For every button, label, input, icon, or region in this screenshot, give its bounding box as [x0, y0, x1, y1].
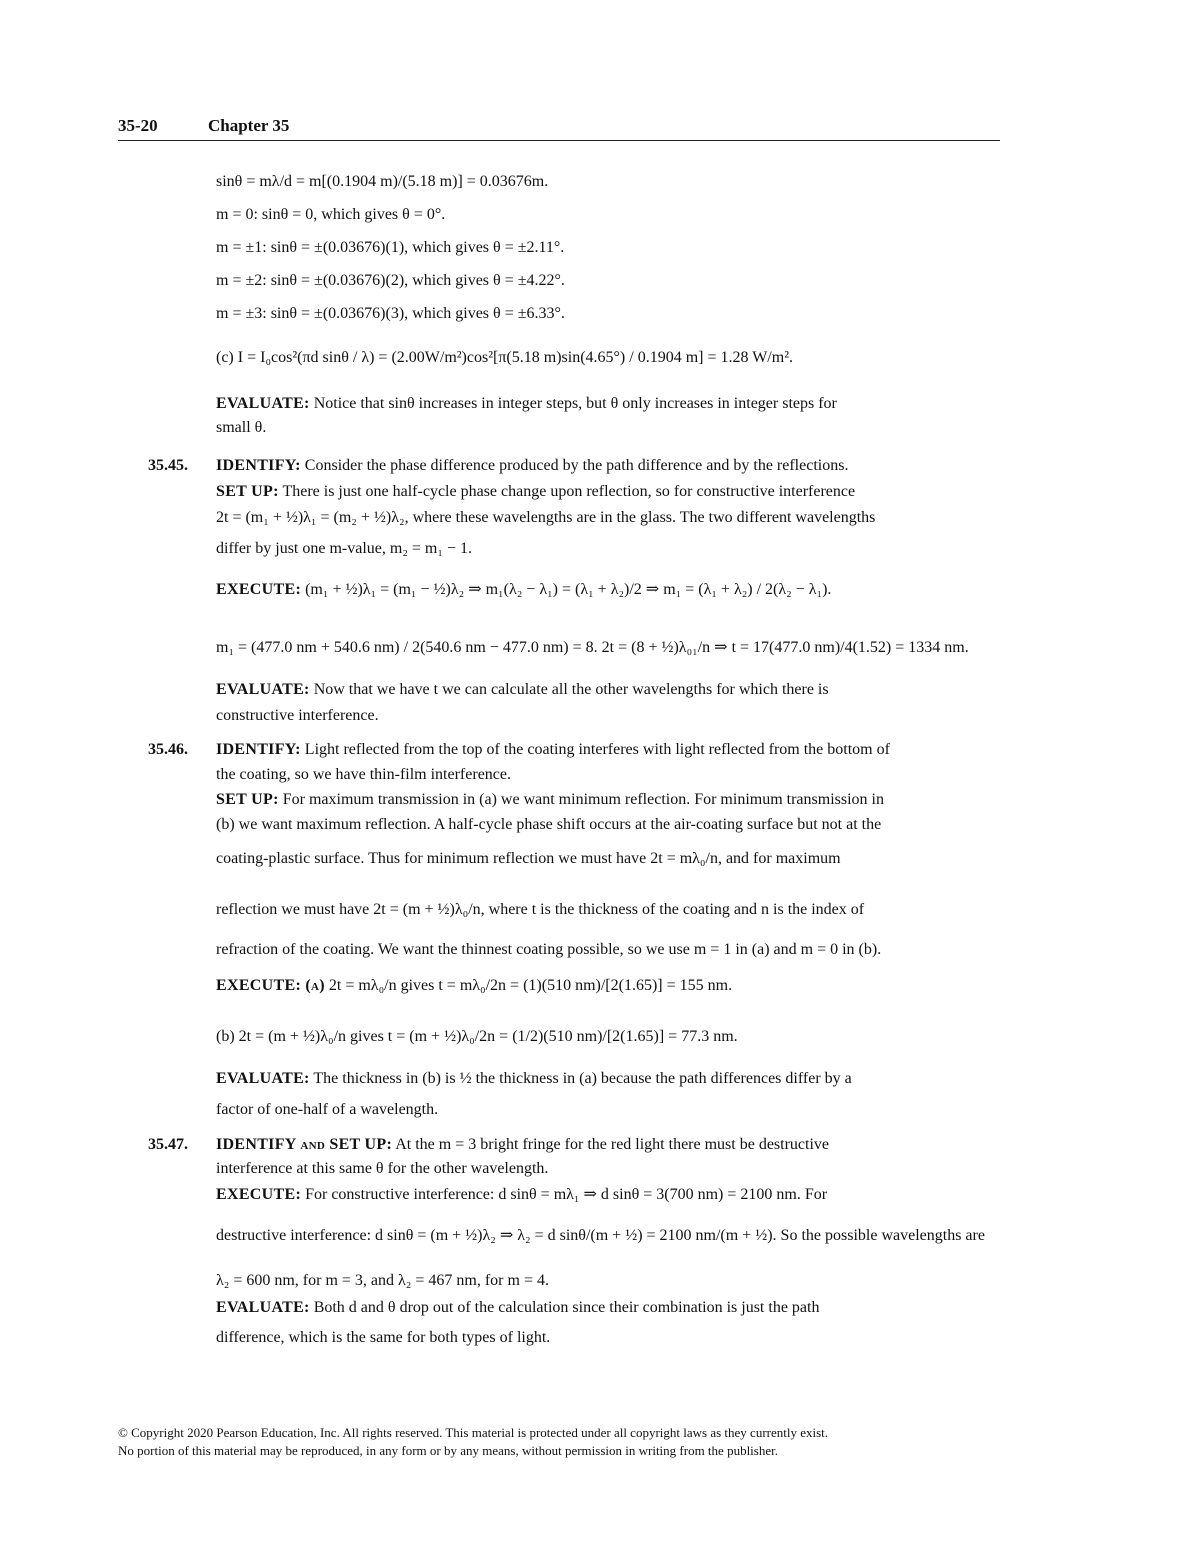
text-line: refraction of the coating. We want the thinnest coating possible, so we use m = 1 in (a) and m = 0 in (b).: [216, 941, 882, 958]
text-span: There is just one half-cycle phase change upon reflection, so for constructive interference: [282, 483, 856, 500]
chapter-title: Chapter 35: [208, 116, 290, 135]
page-header: [118, 116, 1000, 141]
execute-line: [216, 580, 831, 600]
copyright-line-1: © Copyright 2020 Pearson Education, Inc. All rights reserved. This material is protected under all copyright laws as they currently exist.: [118, 1425, 829, 1440]
text-line: m = 0: sinθ = 0, which gives θ = 0°.: [216, 206, 446, 223]
text-span: For maximum transmission in (a) we want minimum reflection. For minimum transmission in: [282, 791, 884, 808]
text-line: m = ±2: sinθ = ±(0.03676)(2), which gives θ = ±4.22°.: [216, 272, 565, 289]
evaluate-label: EVALUATE:: [216, 1070, 310, 1087]
text-line: 2t = (m₁ + ½)λ₁ = (m₂ + ½)λ₂, where these wavelengths are in the glass. The two different wavelengths: [216, 509, 876, 526]
text-line: m = ±1: sinθ = ±(0.03676)(1), which gives θ = ±2.11°.: [216, 239, 565, 256]
evaluate-line: [216, 1298, 819, 1318]
execute-label: EXECUTE:: [216, 581, 302, 598]
text-span: Light reflected from the top of the coating interferes with light reflected from the bottom of: [304, 741, 890, 758]
equation-line: (b) 2t = (m + ½)λ₀/n gives t = (m + ½)λ₀/2n = (1/2)(510 nm)/[2(1.65)] = 77.3 nm.: [216, 1028, 738, 1045]
text-span: The thickness in (b) is ½ the thickness in (a) because the path differences differ by a: [313, 1070, 852, 1087]
copyright-line-2: No portion of this material may be reproduced, in any form or by any means, without permission in writing from the publisher.: [118, 1443, 778, 1458]
identify-line: [216, 740, 890, 760]
text-line: λ₂ = 600 nm, for m = 3, and λ₂ = 467 nm, for m = 4.: [216, 1272, 549, 1289]
text-line: coating-plastic surface. Thus for minimum reflection we must have 2t = mλ₀/n, and for maximum: [216, 850, 841, 867]
text-line: m = ±3: sinθ = ±(0.03676)(3), which gives θ = ±6.33°.: [216, 305, 565, 322]
execute-label: EXECUTE: (a): [216, 977, 325, 994]
setup-label: SET UP:: [216, 483, 279, 500]
text-span: Notice that sinθ increases in integer steps, but θ only increases in integer steps for: [313, 395, 837, 412]
text-line: differ by just one m-value, m₂ = m₁ − 1.: [216, 540, 472, 557]
text-span: Consider the phase difference produced by the path difference and by the reflections.: [304, 457, 849, 474]
identify-line: [216, 456, 848, 476]
page-number: 35-20: [118, 116, 158, 135]
setup-line: [216, 482, 855, 502]
identify-label: IDENTIFY:: [216, 457, 301, 474]
text-span: At the m = 3 bright fringe for the red light there must be destructive: [395, 1136, 830, 1153]
setup-label: SET UP:: [216, 791, 279, 808]
equation-line: m₁ = (477.0 nm + 540.6 nm) / 2(540.6 nm − 477.0 nm) = 8. 2t = (8 + ½)λ₀₁/n ⇒ t = 17(477.0 nm)/4(1.52) = 1334 nm.: [216, 639, 969, 656]
evaluate-label: EVALUATE:: [216, 1299, 310, 1316]
evaluate-line: [216, 394, 837, 414]
evaluate-label: EVALUATE:: [216, 681, 310, 698]
text-line: reflection we must have 2t = (m + ½)λ₀/n, where t is the thickness of the coating and n is the index of: [216, 901, 865, 918]
text-line: small θ.: [216, 419, 267, 436]
execute-label: EXECUTE:: [216, 1186, 302, 1203]
text-span: Now that we have t we can calculate all the other wavelengths for which there is: [313, 681, 829, 698]
equation-span: (m₁ + ½)λ₁ = (m₁ − ½)λ₂ ⇒ m₁(λ₂ − λ₁) = (λ₁ + λ₂)/2 ⇒ m₁ = (λ₁ + λ₂) / 2(λ₂ − λ₁).: [305, 581, 832, 598]
problem-number: 35.46.: [148, 741, 188, 758]
identify-line: [216, 1135, 829, 1155]
execute-line: [216, 976, 732, 996]
equation-line: (c) I = I₀cos²(πd sinθ / λ) = (2.00W/m²)cos²[π(5.18 m)sin(4.65°) / 0.1904 m] = 1.28 W/m².: [216, 349, 793, 366]
text-span: Both d and θ drop out of the calculation since their combination is just the path: [313, 1299, 820, 1316]
evaluate-line: [216, 680, 829, 700]
equation-span: 2t = mλ₀/n gives t = mλ₀/2n = (1)(510 nm)/[2(1.65)] = 155 nm.: [328, 977, 733, 994]
equation-line: destructive interference: d sinθ = (m + ½)λ₂ ⇒ λ₂ = d sinθ/(m + ½) = 2100 nm/(m + ½). So the possible wavelengths are: [216, 1227, 985, 1244]
identify-label: IDENTIFY and SET UP:: [216, 1136, 393, 1153]
text-span: For constructive interference: d sinθ = mλ₁ ⇒ d sinθ = 3(700 nm) = 2100 nm. For: [305, 1186, 828, 1203]
execute-line: [216, 1185, 827, 1205]
evaluate-label: EVALUATE:: [216, 395, 310, 412]
text-line: difference, which is the same for both types of light.: [216, 1329, 551, 1346]
setup-line: [216, 790, 884, 810]
text-line: interference at this same θ for the other wavelength.: [216, 1160, 549, 1177]
text-line: factor of one-half of a wavelength.: [216, 1101, 439, 1118]
text-line: (b) we want maximum reflection. A half-cycle phase shift occurs at the air-coating surface but not at the: [216, 816, 882, 833]
text-line: the coating, so we have thin-film interference.: [216, 766, 511, 783]
problem-number: 35.45.: [148, 457, 188, 474]
copyright-footer: [118, 1424, 828, 1460]
evaluate-line: [216, 1069, 852, 1089]
text-line: constructive interference.: [216, 707, 379, 724]
identify-label: IDENTIFY:: [216, 741, 301, 758]
text-line: sinθ = mλ/d = m[(0.1904 m)/(5.18 m)] = 0.03676m.: [216, 173, 549, 190]
problem-number: 35.47.: [148, 1136, 188, 1153]
